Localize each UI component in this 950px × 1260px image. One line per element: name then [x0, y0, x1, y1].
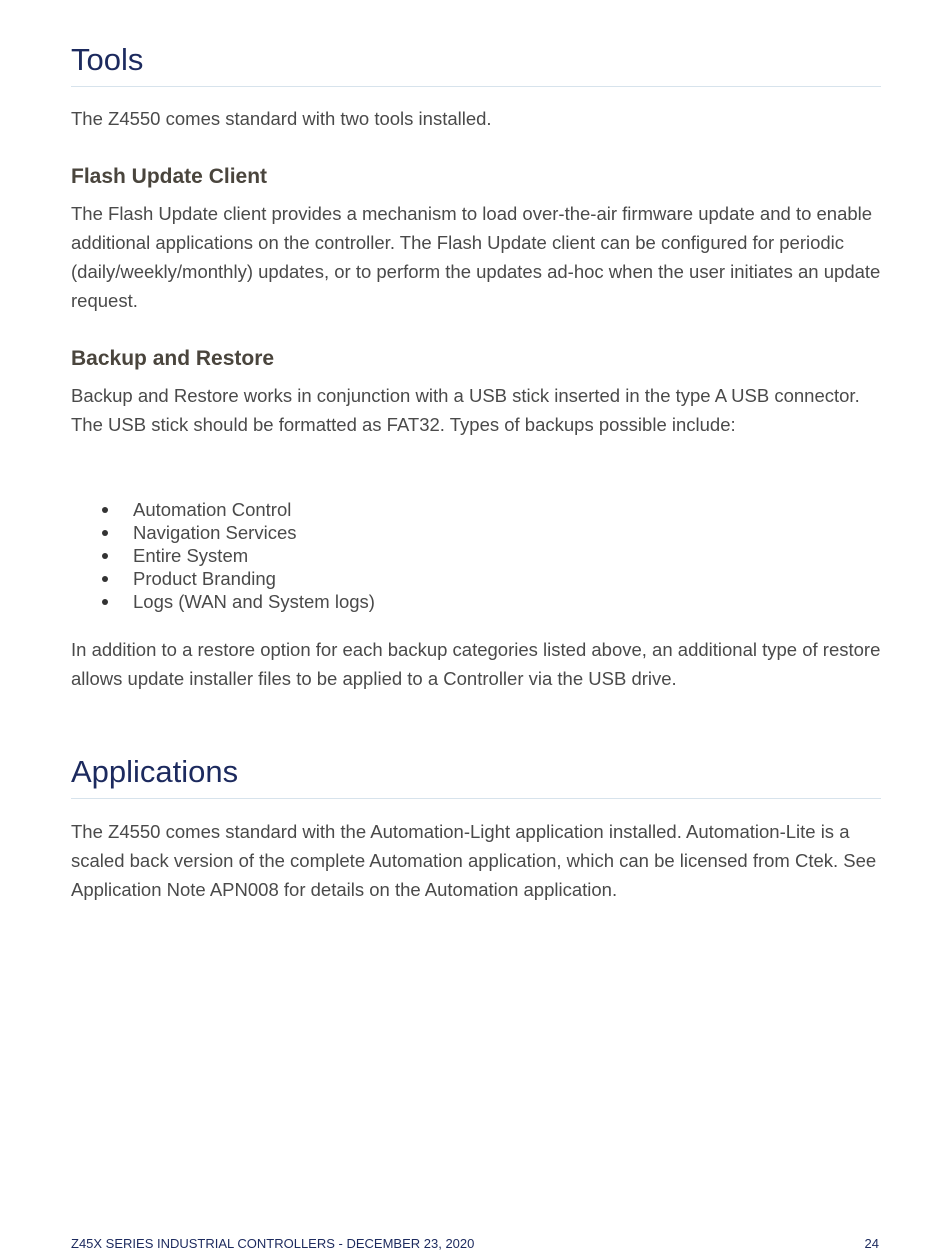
list-item: Logs (WAN and System logs) [71, 590, 375, 613]
footer-title: Z45X SERIES INDUSTRIAL CONTROLLERS - DECEMBER 23, 2020 [71, 1236, 475, 1251]
applications-heading: Applications [71, 754, 881, 799]
backup-types-list [71, 498, 375, 613]
list-item: Entire System [71, 544, 375, 567]
list-item: Automation Control [71, 498, 375, 521]
backup-restore-closing: In addition to a restore option for each backup categories listed above, an additional type of restore allows update installer files to be applied to a Controller via the USB drive. [71, 639, 881, 689]
backup-restore-heading: Backup and Restore [71, 347, 275, 370]
list-item: Product Branding [71, 567, 375, 590]
flash-update-text: The Flash Update client provides a mechanism to load over-the-air firmware update and to enable additional applications on the controller. The Flash Update client can be configured for periodic (daily/weekly/monthly) updates, or to perform the updates ad-hoc when the user initiates an update request. [71, 203, 881, 311]
page-footer [71, 1236, 879, 1251]
list-item: Navigation Services [71, 521, 375, 544]
flash-update-heading: Flash Update Client [71, 165, 268, 188]
backup-restore-text: Backup and Restore works in conjunction with a USB stick inserted in the type A USB connector. The USB stick should be formatted as FAT32. Types of backups possible include: [71, 385, 860, 435]
tools-heading: Tools [71, 42, 881, 87]
tools-intro: The Z4550 comes standard with two tools installed. [71, 108, 492, 129]
page-number: 24 [864, 1236, 879, 1251]
applications-text: The Z4550 comes standard with the Automation-Light application installed. Automation-Lite is a scaled back version of the complete Automation application, which can be licensed from Ctek. See Application Note APN008 for details on the Automation application. [71, 821, 877, 900]
